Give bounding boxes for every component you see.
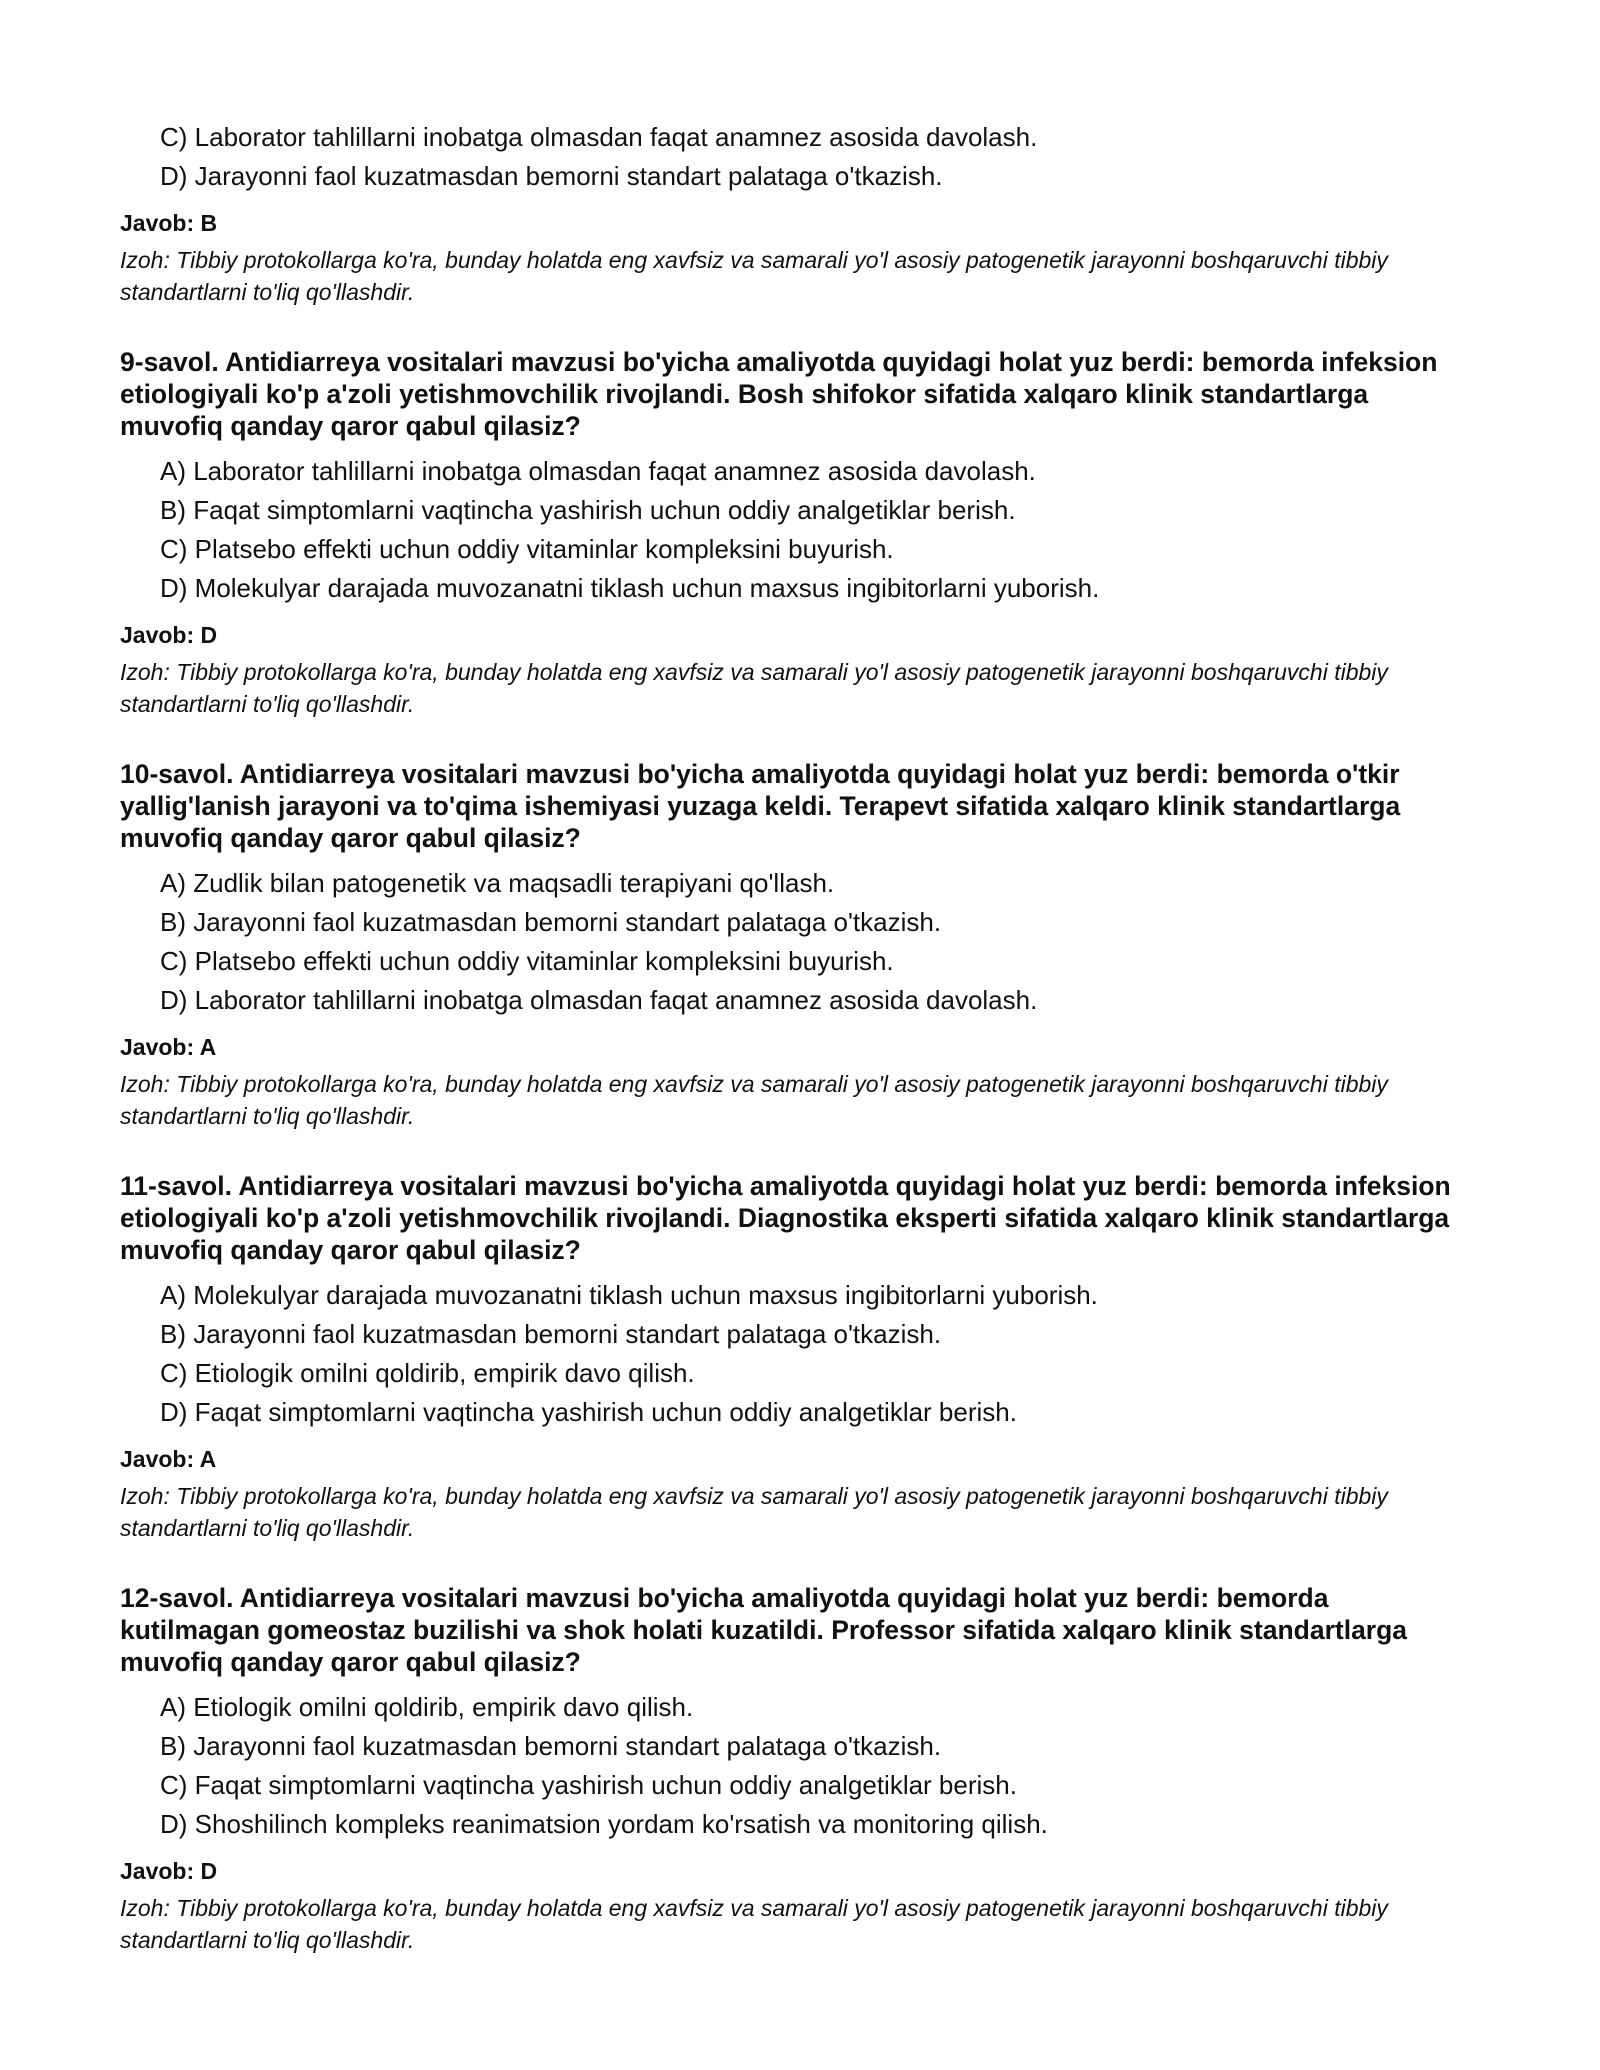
option-c: C) Etiologik omilni qoldirib, empirik davo qilish. bbox=[160, 1358, 695, 1388]
option-b: B) Jarayonni faol kuzatmasdan bemorni standart palataga o'tkazish. bbox=[160, 1319, 942, 1349]
option-d: D) Molekulyar darajada muvozanatni tiklash uchun maxsus ingibitorlarni yuborish. bbox=[160, 573, 1100, 603]
explanation-note: Izoh: Tibbiy protokollarga ko'ra, bunday holatda eng xavfsiz va samarali yo'l asosiy patogenetik jarayonni boshqaruvchi tibbiy standartlarni to'liq qo'llashdir. bbox=[120, 659, 1388, 717]
explanation-note: Izoh: Tibbiy protokollarga ko'ra, bunday holatda eng xavfsiz va samarali yo'l asosiy patogenetik jarayonni boshqaruvchi tibbiy standartlarni to'liq qo'llashdir. bbox=[120, 1071, 1388, 1129]
answer-label: Javob: A bbox=[120, 1446, 217, 1472]
previous-question-tail bbox=[120, 118, 1460, 308]
question-title: 9-savol. Antidiarreya vositalari mavzusi bo'yicha amaliyotda quyidagi holat yuz berdi: bemorda infeksion etiologiyali ko'p a'zoli yetishmovchilik rivojlandi. Bosh shifokor sifatida xalqaro klinik standartlarga muvofiq qanday qaror qabul qilasiz? bbox=[120, 347, 1438, 441]
question-9 bbox=[120, 346, 1460, 720]
question-12 bbox=[120, 1582, 1460, 1956]
option-a: A) Zudlik bilan patogenetik va maqsadli terapiyani qo'llash. bbox=[160, 868, 835, 898]
answer-label: Javob: D bbox=[120, 1858, 218, 1884]
question-title: 11-savol. Antidiarreya vositalari mavzusi bo'yicha amaliyotda quyidagi holat yuz berdi: bemorda infeksion etiologiyali ko'p a'zoli yetishmovchilik rivojlandi. Diagnostika eksperti sifatida xalqaro klinik standartlarga muvofiq qanday qaror qabul qilasiz? bbox=[120, 1171, 1451, 1265]
option-c: C) Laborator tahlillarni inobatga olmasdan faqat anamnez asosida davolash. bbox=[160, 122, 1038, 152]
question-10 bbox=[120, 758, 1460, 1132]
explanation-note: Izoh: Tibbiy protokollarga ko'ra, bunday holatda eng xavfsiz va samarali yo'l asosiy patogenetik jarayonni boshqaruvchi tibbiy standartlarni to'liq qo'llashdir. bbox=[120, 1483, 1388, 1541]
option-a: A) Laborator tahlillarni inobatga olmasdan faqat anamnez asosida davolash. bbox=[160, 456, 1036, 486]
option-b: B) Jarayonni faol kuzatmasdan bemorni standart palataga o'tkazish. bbox=[160, 1731, 942, 1761]
option-c: C) Platsebo effekti uchun oddiy vitaminlar kompleksini buyurish. bbox=[160, 534, 894, 564]
answer-label: Javob: D bbox=[120, 622, 218, 648]
question-title: 12-savol. Antidiarreya vositalari mavzusi bo'yicha amaliyotda quyidagi holat yuz berdi: bemorda kutilmagan gomeostaz buzilishi va shok holati kuzatildi. Professor sifatida xalqaro klinik standartlarga muvofiq qanday qaror qabul qilasiz? bbox=[120, 1583, 1408, 1677]
question-title: 10-savol. Antidiarreya vositalari mavzusi bo'yicha amaliyotda quyidagi holat yuz berdi: bemorda o'tkir yallig'lanish jarayoni va to'qima ishemiyasi yuzaga keldi. Terapevt sifatida xalqaro klinik standartlarga muvofiq qanday qaror qabul qilasiz? bbox=[120, 759, 1401, 853]
question-11 bbox=[120, 1170, 1460, 1544]
option-b: B) Faqat simptomlarni vaqtincha yashirish uchun oddiy analgetiklar berish. bbox=[160, 495, 1016, 525]
option-d: D) Shoshilinch kompleks reanimatsion yordam ko'rsatish va monitoring qilish. bbox=[160, 1809, 1048, 1839]
explanation-note: Izoh: Tibbiy protokollarga ko'ra, bunday holatda eng xavfsiz va samarali yo'l asosiy patogenetik jarayonni boshqaruvchi tibbiy standartlarni to'liq qo'llashdir. bbox=[120, 1895, 1388, 1953]
option-a: A) Etiologik omilni qoldirib, empirik davo qilish. bbox=[160, 1692, 694, 1722]
answer-label: Javob: B bbox=[120, 210, 218, 236]
option-c: C) Platsebo effekti uchun oddiy vitaminlar kompleksini buyurish. bbox=[160, 946, 894, 976]
option-b: B) Jarayonni faol kuzatmasdan bemorni standart palataga o'tkazish. bbox=[160, 907, 942, 937]
option-d: D) Jarayonni faol kuzatmasdan bemorni standart palataga o'tkazish. bbox=[160, 161, 943, 191]
answer-label: Javob: A bbox=[120, 1034, 217, 1060]
option-d: D) Laborator tahlillarni inobatga olmasdan faqat anamnez asosida davolash. bbox=[160, 985, 1038, 1015]
option-a: A) Molekulyar darajada muvozanatni tiklash uchun maxsus ingibitorlarni yuborish. bbox=[160, 1280, 1098, 1310]
document-page bbox=[120, 118, 1460, 1956]
option-d: D) Faqat simptomlarni vaqtincha yashirish uchun oddiy analgetiklar berish. bbox=[160, 1397, 1017, 1427]
option-c: C) Faqat simptomlarni vaqtincha yashirish uchun oddiy analgetiklar berish. bbox=[160, 1770, 1017, 1800]
explanation-note: Izoh: Tibbiy protokollarga ko'ra, bunday holatda eng xavfsiz va samarali yo'l asosiy patogenetik jarayonni boshqaruvchi tibbiy standartlarni to'liq qo'llashdir. bbox=[120, 247, 1388, 305]
